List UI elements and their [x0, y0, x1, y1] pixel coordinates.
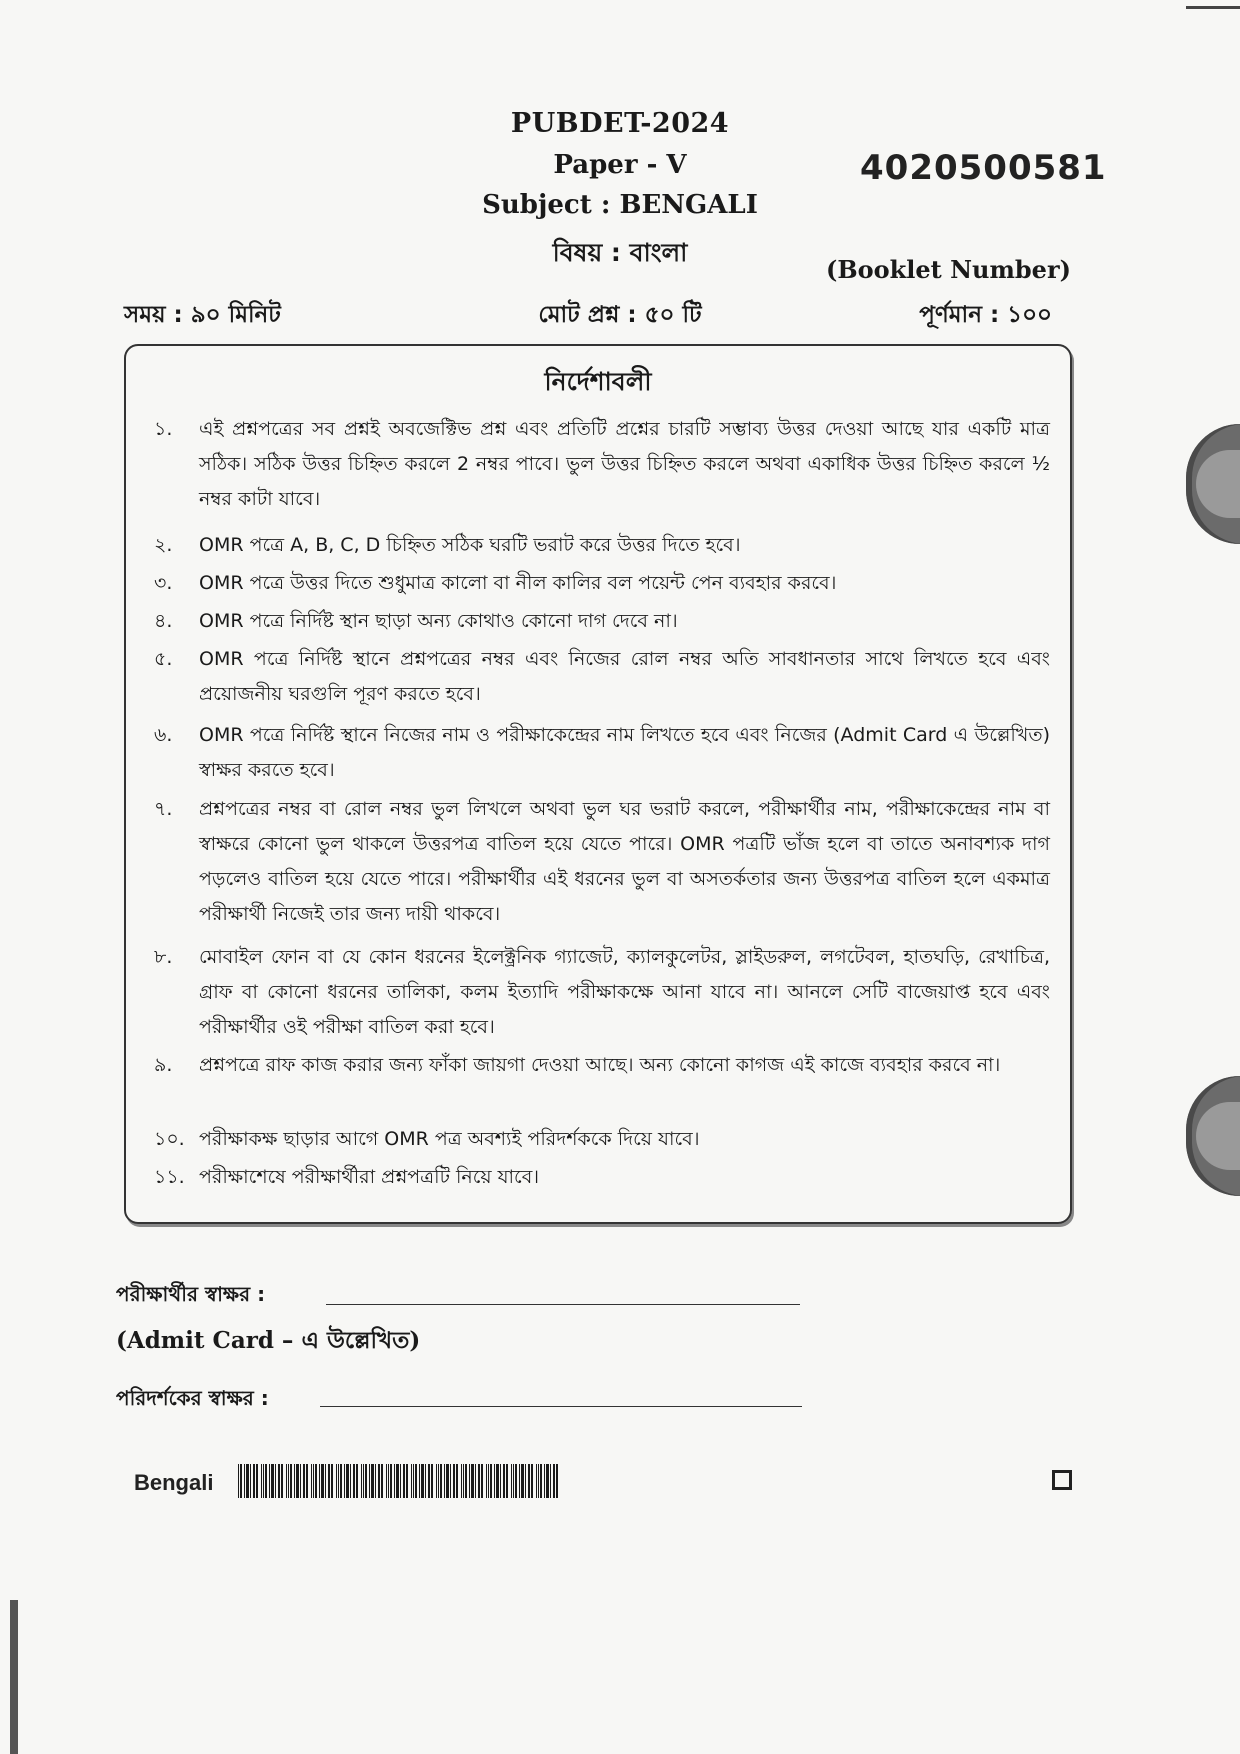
confidential-seal-icon — [1186, 424, 1240, 544]
instruction-text: এই প্রশ্নপত্রের সব প্রশ্নই অবজেক্টিভ প্রশ্ন এবং প্রতিটি প্রশ্নের চারটি সম্ভাব্য উত্তর দেওয়া আছে যার একটি মাত্র সঠিক। সঠিক উত্তর চিহ্নিত করলে 2 নম্বর পাবে। ভুল উত্তর চিহ্নিত করলে অথবা একাধিক উত্তর চিহ্নিত করলে ½ নম্বর কাটা যাবে। — [199, 418, 1050, 510]
instructions-heading: নির্দেশাবলী — [544, 367, 652, 396]
instruction-item — [154, 1048, 1050, 1083]
paper-number: Paper - V — [553, 150, 687, 180]
instruction-item — [154, 940, 1050, 1045]
instruction-number: ১. — [154, 418, 173, 440]
exam-title: PUBDET-2024 — [510, 108, 730, 139]
instruction-item — [154, 1160, 1050, 1195]
instruction-text: OMR পত্রে নির্দিষ্ট স্থান ছাড়া অন্য কোথাও কোনো দাগ দেবে না। — [199, 610, 678, 632]
instruction-text: প্রশ্নপত্রে রাফ কাজ করার জন্য ফাঁকা জায়গা দেওয়া আছে। অন্য কোনো কাগজ এই কাজে ব্যবহার করবে না। — [199, 1054, 1001, 1076]
subject-bengali: বিষয় : বাংলা — [552, 238, 688, 267]
confidential-seal-icon — [1186, 1076, 1240, 1196]
instruction-text: OMR পত্রে নির্দিষ্ট স্থানে নিজের নাম ও পরীক্ষাকেন্দ্রের নাম লিখতে হবে এবং নিজের (Admit Card এ উল্লেখিত) স্বাক্ষর করতে হবে। — [199, 724, 1050, 781]
exam-time: সময় : ৯০ মিনিট — [124, 302, 281, 328]
instruction-item — [154, 566, 1050, 601]
instruction-text: পরীক্ষাকক্ষ ছাড়ার আগে OMR পত্র অবশ্যই পরিদর্শককে দিয়ে যাবে। — [199, 1128, 700, 1150]
instruction-number: ৩. — [154, 572, 173, 594]
scan-edge-mark — [1186, 6, 1240, 9]
instruction-item — [154, 792, 1050, 932]
candidate-signature-label: পরীক্ষার্থীর স্বাক্ষর : — [116, 1282, 266, 1306]
corner-marker — [1052, 1470, 1072, 1490]
instruction-number: ৪. — [154, 610, 173, 632]
instruction-item — [154, 1122, 1050, 1157]
instruction-text: প্রশ্নপত্রের নম্বর বা রোল নম্বর ভুল লিখলে অথবা ভুল ঘর ভরাট করলে, পরীক্ষার্থীর নাম, পরীক্ষাকেন্দ্রের নাম বা স্বাক্ষরে কোনো ভুল থাকলে উত্তরপত্র বাতিল হয়ে যেতে পারে। OMR পত্রটি ভাঁজ হলে বা তাতে অনাবশ্যক দাগ পড়লেও বাতিল হয়ে যেতে পারে। পরীক্ষার্থীর এই ধরনের ভুল বা অসতর্কতার জন্য উত্তরপত্র বাতিল হলে একমাত্র পরীক্ষার্থী নিজেই তার জন্য দায়ী থাকবে। — [199, 798, 1050, 925]
instruction-number: ২. — [154, 534, 173, 556]
barcode-image — [238, 1464, 564, 1498]
instruction-number: ১১. — [154, 1166, 185, 1188]
instruction-item — [154, 718, 1050, 788]
instruction-number: ৬. — [154, 724, 173, 746]
scan-edge-bar — [10, 1600, 18, 1754]
instruction-text: OMR পত্রে নির্দিষ্ট স্থানে প্রশ্নপত্রের নম্বর এবং নিজের রোল নম্বর অতি সাবধানতার সাথে লিখতে হবে এবং প্রয়োজনীয় ঘরগুলি পূরণ করতে হবে। — [199, 648, 1050, 705]
instruction-text: মোবাইল ফোন বা যে কোন ধরনের ইলেক্ট্রনিক গ্যাজেট, ক্যালকুলেটর, স্লাইডরুল, লগটেবল, হাতঘড়ি, রেখাচিত্র, গ্রাফ বা কোনো ধরনের তালিকা, কলম ইত্যাদি পরীক্ষাকক্ষে আনা যাবে না। আনলে সেটি বাজেয়াপ্ত হবে এবং পরীক্ষার্থীর ওই পরীক্ষা বাতিল করা হবে। — [199, 946, 1050, 1038]
instruction-number: ১০. — [154, 1128, 185, 1150]
instruction-text: পরীক্ষাশেষে পরীক্ষার্থীরা প্রশ্নপত্রটি নিয়ে যাবে। — [199, 1166, 540, 1188]
full-marks: পূর্ণমান : ১০০ — [919, 302, 1052, 328]
instruction-item — [154, 412, 1050, 517]
instruction-number: ৫. — [154, 648, 173, 670]
invigilator-signature-line[interactable] — [320, 1406, 802, 1407]
booklet-number-label: (Booklet Number) — [826, 255, 1071, 284]
instruction-number: ৭. — [154, 798, 173, 820]
instruction-item — [154, 528, 1050, 563]
footer-subject-label: Bengali — [134, 1470, 214, 1495]
candidate-signature-line[interactable] — [326, 1304, 800, 1305]
invigilator-signature-label: পরিদর্শকের স্বাক্ষর : — [116, 1386, 269, 1410]
total-questions: মোট প্রশ্ন : ৫০ টি — [538, 302, 702, 328]
instruction-text: OMR পত্রে উত্তর দিতে শুধুমাত্র কালো বা নীল কালির বল পয়েন্ট পেন ব্যবহার করবে। — [199, 572, 837, 594]
subject-english: Subject : BENGALI — [482, 190, 758, 220]
instruction-number: ৮. — [154, 946, 173, 968]
booklet-number: 4020500581 — [860, 148, 1107, 188]
instruction-number: ৯. — [154, 1054, 173, 1076]
admit-card-note: (Admit Card – এ উল্লেখিত) — [116, 1327, 421, 1354]
instruction-text: OMR পত্রে A, B, C, D চিহ্নিত সঠিক ঘরটি ভরাট করে উত্তর দিতে হবে। — [199, 534, 741, 556]
instruction-item — [154, 604, 1050, 639]
instruction-item — [154, 642, 1050, 712]
